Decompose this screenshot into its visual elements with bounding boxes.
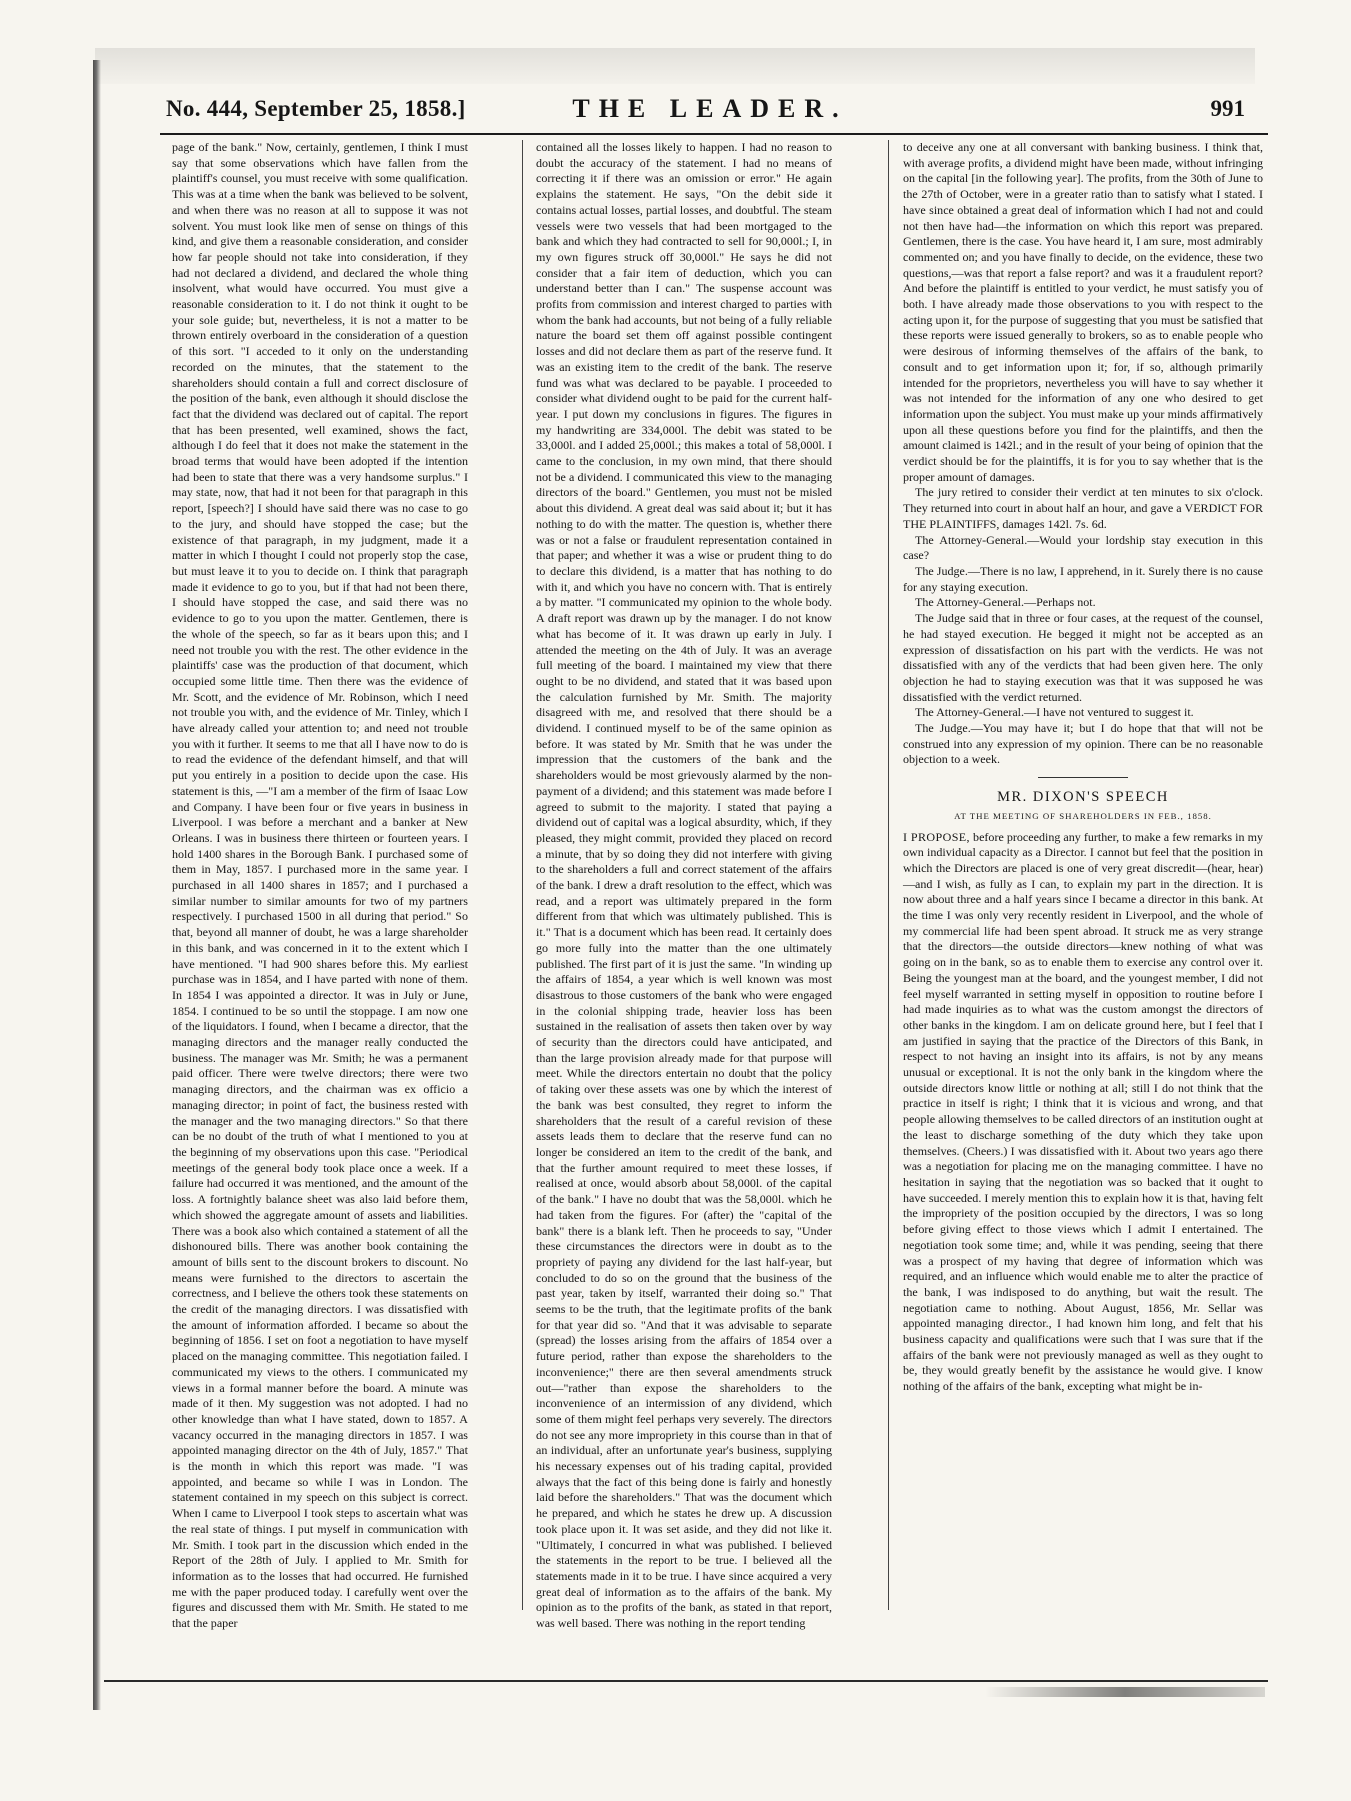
column-2 [536, 140, 832, 1631]
column-3-paragraph: to deceive any one at all conversant with banking business. I think that, with average profits, a dividend might have been made, without infringing on the capital [in the following year]. The profits, from the 30th of June to the 27th of October, were in a greater ratio than to satisfy what I stated. I have since obtained a great deal of information which I had not and could not then have had—the information on which this report was prepared. Gentlemen, there is the case. You have heard it, I am sure, most admirably commented on; and you have finally to decide, on the evidence, these two questions,—was that report a false report? and was it a fraudulent report? And before the plaintiff is entitled to your verdict, he must satisfy you of both. I have already made those observations to you with respect to the acting upon it, for the purpose of suggesting that you must be satisfied that these reports were issued generally to brokers, so as to enable people who were desirous of informing themselves of the affairs of the bank, to consult and to get information upon it; for, if so, although primarily intended for the proprietors, nevertheless you will have to say whether it was not intended for the information of any one who desired to get information upon the subject. You must make up your minds affirmatively upon all these questions before you find for the plaintiffs, and then the amount claimed is 142l.; and in the result of your being of opinion that the verdict should be for the plaintiffs, it is for you to say whether that is the proper amount of damages. [903, 140, 1264, 484]
column-2-text: contained all the losses likely to happen. I had no reason to doubt the accuracy of the statement. I had no means of correcting it if there was an omission or error." He again explains the statement. He says, "On the debit side it contains actual losses, partial losses, and doubtful. The steam vessels were two vessels that had been mortgaged to the bank and which they had contracted to sell for 90,000l.; I, in my own figures struck off 30,000l." He says he did not consider that a fair item of deduction, which you can understand better than I can." The suspense account was profits from commission and interest charged to parties with whom the bank had accounts, but not being of a fully reliable nature the board set them off against possible contingent losses and did not declare them as part of the reserve fund. It was an existing item to the credit of the bank. The reserve fund was what was declared to be payable. I proceeded to consider what dividend ought to be paid for the current half-year. I put down my conclusions in figures. The figures in my handwriting are 334,000l. The debit was stated to be 33,000l. and I added 25,000l.; this makes a total of 58,000l. I came to the conclusion, in my own mind, that there should not be a dividend. I communicated this view to the managing directors of the board." Gentlemen, you must not be misled about this dividend. A great deal was said about it; but it has nothing to do with the matter. The question is, whether there was or not a false or fraudulent representation contained in that paper; and whether it was a wise or prudent thing to do to declare this dividend, is a matter that has nothing to do with it, and which you have no concern with. That is entirely a by matter. "I communicated my opinion to the whole body. A draft report was drawn up by the manager. I do not know what has become of it. It was drawn up early in July. I attended the meeting on the 4th of July. It was an average full meeting of the board. I maintained my view that there ought to be no dividend, and stated that it was based upon the calculation furnished by Mr. Smith. The majority disagreed with me, and resolved that there should be a dividend. I continued myself to be of the same opinion as before. It was stated by Mr. Smith that he was under the impression that the customers of the bank and the shareholders would be most grievously alarmed by the non-payment of a dividend; and this statement was made before I agreed to submit to the majority. I stated that paying a dividend out of capital was a logical absurdity, which, if they pleased, they might commit, provided they placed on record a minute, that by so doing they did not interfere with giving to the shareholders a full and correct statement of the affairs of the bank. I drew a draft resolution to the effect, which was read, and a report was ultimately prepared in the form different from that which was ultimately published. This is it." That is a document which has been read. It certainly does go more fully into the matter than the one ultimately published. The first part of it is just the same. "In winding up the affairs of 1854, a year which is well known was most disastrous to those customers of the bank who were engaged in the colonial shipping trade, heavier loss has been sustained in the realisation of assets then taken over by way of security than the directors could have anticipated, and than the large provision already made for that purpose will meet. While the directors entertain no doubt that the policy of taking over these assets was one by which the interest of the bank was best consulted, they regret to inform the shareholders that the result of a careful revision of these assets leads them to declare that the reserve fund can no longer be considered an item to the credit of the bank, and that the further amount required to meet these losses, if realised at once, would absorb about 58,000l. of the capital of the bank." I have no doubt that was the 58,000l. which he had taken from the figures. For (after) the "capital of the bank" there is a blank left. Then he proceeds to say, "Under these circumstances the directors were in doubt as to the propriety of paying any dividend for the last half-year, but concluded to do so on the ground that the business of the past year, taken by itself, warranted their doing so." That seems to be the truth, that the legitimate profits of the bank for that year did so. "And that it was advisable to separate (spread) the losses arising from the affairs of 1854 over a future period, rather than expose the shareholders to the inconvenience;" there are then several amendments struck out—"rather than expose the shareholders to the inconvenience of an intermission of any dividend, which some of them might feel perhaps very severely. The directors do not see any more impropriety in this course than in that of an individual, after an unfortunate year's business, supplying his necessary expenses out of his trading capital, provided always that the fact of this being done is fairly and honestly laid before the shareholders." That was the document which he prepared, and which he states he drew up. A discussion took place upon it. It was set aside, and they did not like it. "Ultimately, I concurred in what was published. I believed the statements in the report to be true. I believed all the statements made in it to be true. I have since acquired a very great deal of information as to the affairs of the bank. My opinion as to the profits of the bank, as stated in that report, was well based. There was nothing in the report tending [536, 140, 832, 1631]
column-1 [172, 140, 468, 1631]
page-gutter-shadow [93, 60, 101, 1710]
speech-subheading: AT THE MEETING OF SHAREHOLDERS IN FEB., 1858. [954, 810, 1212, 821]
column-3-paragraph: The Attorney-General.—Perhaps not. [915, 595, 1096, 610]
issue-line: No. 444, September 25, 1858.] [166, 96, 466, 121]
page-header [148, 90, 1263, 134]
column-3-paragraph: The Attorney-General.—Would your lordship stay execution in this case? [903, 532, 1263, 563]
scan-ink-strip [985, 1687, 1265, 1697]
column-3-paragraph: The Judge.—There is no law, I apprehend, in it. Surely there is no cause for any staying execution. [903, 563, 1263, 594]
column-3 [903, 140, 1263, 1610]
page-number: 991 [1210, 96, 1245, 121]
column-3-paragraph: The Attorney-General.—I have not ventured to suggest it. [915, 705, 1194, 720]
speech-lead-word: I PROPOSE, [903, 829, 970, 844]
section-separator [1038, 777, 1128, 778]
column-divider-1 [522, 140, 523, 1610]
speech-heading: MR. DIXON'S SPEECH [997, 789, 1169, 806]
column-1-text: page of the bank." Now, certainly, gentlemen, I think I must say that some observations which have fallen from the plaintiff's counsel, you must receive with some qualification. This was at a time when the bank was believed to be solvent, and when there was no reason at all to suppose it was not solvent. You must look like men of sense on things of this kind, and give them a reasonable consideration, and consider how far people should not take into consideration, if they had not declared a dividend, and declared the whole thing insolvent, what would have occurred. You must give a reasonable consideration to it. I do not think it ought to be your sole guide; but, nevertheless, it is not a matter to be thrown entirely overboard in the consideration of a question of this sort. "I acceded to it only on the understanding recorded on the minutes, that the statement to the shareholders should contain a full and correct disclosure of the position of the bank, even although it should disclose the fact that the dividend was declared out of capital. The report that has been presented, well examined, shows the fact, although I do feel that it does not make the statement in the broad terms that would have been adopted if the intention had been to state that there was a very handsome surplus." I may state, now, that had it not been for that paragraph in this report, [speech?] I should have said there was no case to go to the jury, and should have stopped the case; but the existence of that paragraph, in my judgment, made it a matter in which I thought I could not properly stop the case, but must leave it to you to decide on. I think that paragraph made it evidence to go to you, but if that had not been there, I should have stopped the case, and said there was no evidence to go to you upon the matter. Gentlemen, there is the whole of the speech, so far as it bears upon this; and I need not trouble you with the rest. The other evidence in the plaintiffs' case was the production of that document, which occupied some little time. Then there was the evidence of Mr. Scott, and the evidence of Mr. Robinson, which I need not trouble you with, and the evidence of Mr. Tinley, which I have already called your attention to; and need not trouble you with it further. It seems to me that all I have now to do is to read the evidence of the defendant himself, and that will put you entirely in a position to decide upon the case. His statement is this, —"I am a member of the firm of Isaac Low and Company. I have been four or five years in business in Liverpool. I was before a merchant and a banker at New Orleans. I was in business there thirteen or fourteen years. I hold 1400 shares in the Borough Bank. I purchased some of them in May, 1857. I purchased more in the same year. I purchased in all 1400 shares in 1857; and I purchased a similar number to similar amounts for two of my partners respectively. I purchased 1500 in all during that period." So that, beyond all manner of doubt, he was a large shareholder in this bank, and was concerned in it to the extent which I have mentioned. "I had 900 shares before this. My earliest purchase was in 1854, and I have parted with none of them. In 1854 I was appointed a director. It was in July or June, 1854. I continued to be so until the stoppage. I am now one of the liquidators. I found, when I became a director, that the managing directors and the manager really conducted the business. The manager was Mr. Smith; he was a permanent paid officer. There were twelve directors; there were two managing directors, and the chairman was ex officio a managing director; in point of fact, the business rested with the manager and the two managing directors." So that there can be no doubt of the truth of what I mentioned to you at the beginning of my observations upon this case. "Periodical meetings of the general body took place once a week. If a failure had occurred it was mentioned, and the amount of the loss. A fortnightly balance sheet was also laid before them, which showed the aggregate amount of assets and liabilities. There was a book also which contained a statement of all the dishonoured bills. There was another book containing the amount of bills sent to the discount brokers to discount. No means were furnished to the directors to ascertain the correctness, and I believe the others took these statements on the credit of the managing directors. I was dissatisfied with the amount of information afforded. I became so about the beginning of 1856. I set on foot a negotiation to have myself placed on the managing committee. This negotiation failed. I communicated my views to the others. I communicated my views in a formal manner before the board. A minute was made of it then. My suggestion was not adopted. I had no other knowledge than what I have stated, down to 1857. A vacancy occurred in the managing directors in 1857. I was appointed managing director on the 4th of July, 1857." That is the month in which this report was made. "I was appointed, and became so while I was in London. The statement contained in my speech on this subject is correct. When I came to Liverpool I took steps to ascertain what was the real state of things. I put myself in communication with Mr. Smith. I took part in the discussion which ended in the Report of the 28th of July. I applied to Mr. Smith for information as to the losses that had occurred. He furnished me with the paper produced today. I carefully went over the figures and discussed them with Mr. Smith. He stated to me that the paper [172, 140, 468, 1631]
column-3-paragraph: The jury retired to consider their verdict at ten minutes to six o'clock. They returned into court in about half an hour, and gave a VERDICT FOR THE PLAINTIFFS, damages 142l. 7s. 6d. [903, 485, 1263, 531]
column-3-paragraph: The Judge.—You may have it; but I do hope that that will not be construed into any expression of my opinion. There can be no reasonable objection to a week. [903, 721, 1263, 767]
speech-text: before proceeding any further, to make a few remarks in my own individual capacity as a Director. I cannot but feel that the position in which the Directors are placed is one of very great discredit—(hear, hear)—and I wish, as fully as I can, to explain my part in the direction. It is now about three and a half years since I became a director in this bank. At the time I was only very recently resident in Liverpool, and the whole of my commercial life had been spent abroad. It struck me as very strange that the directors—the outside directors—knew nothing of what was going on in the bank, so as to enable them to exercise any control over it. Being the youngest man at the board, and the youngest member, I did not feel myself warranted in setting myself in opposition to routine before I had made inquiries as to what was the custom amongst the directors of other banks in the kingdom. I am on delicate ground here, but I feel that I am justified in saying that the practice of the Directors of this Bank, in respect to not having an insight into its affairs, is not by any means unusual or exceptional. It is not the only bank in the kingdom where the outside directors know little or nothing at all; still I do not think that the practice in itself is right; I think that it is vicious and wrong, and that people allowing themselves to be called directors of an institution ought at the least to discharge something of the duty which they take upon themselves. (Cheers.) I was dissatisfied with it. About two years ago there was a negotiation for placing me on the managing committee. I have no hesitation in saying that the negotiation was so backed that it ought to have succeeded. I merely mention this to explain how it is that, having felt the impropriety of the position occupied by the directors, I was so long before giving effect to those views which I admit I entertained. The negotiation took some time; and, while it was pending, seeing that there was a prospect of my having that degree of information which was required, and an influence which would enable me to alter the practice of the bank, I was indisposed to do anything, but wait the result. The negotiation came to nothing. About August, 1856, Mr. Sellar was appointed managing director., I had known him long, and felt that his business capacity and qualifications were such that I was sure that if the affairs of the bank were not previously managed as well as they ought to be, they would greatly benefit by the assistance he would give. I know nothing of the affairs of the bank, excepting what might be in- [903, 829, 1263, 1394]
scan-shadow-band [95, 48, 1255, 84]
column-divider-2 [888, 140, 889, 1610]
speech-body [903, 830, 1263, 1395]
column-3-paragraph: The Judge said that in three or four cases, at the request of the counsel, he had stayed execution. He begged it might not be accepted as an expression of dissatisfaction on his part with the verdicts. He was not dissatisfied with any of the verdicts that had been given here. The only objection he had to staying execution was that it was supposed he was dissatisfied with the verdict returned. [903, 611, 1263, 704]
header-rule [160, 133, 1268, 135]
masthead: THE LEADER. [572, 94, 848, 123]
bottom-rule [104, 1680, 1268, 1682]
